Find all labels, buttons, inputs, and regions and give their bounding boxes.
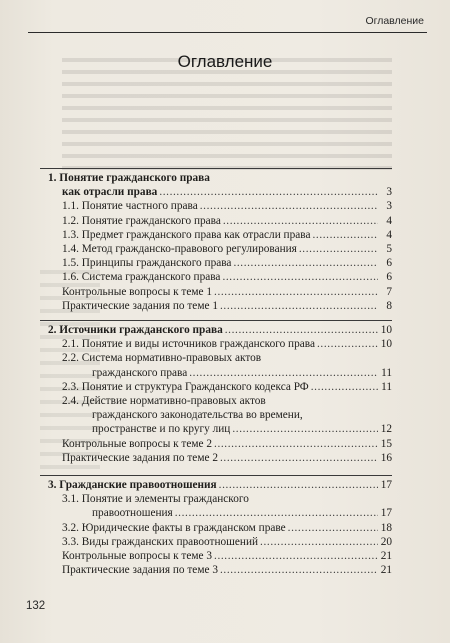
- toc-entry: [40, 451, 392, 465]
- toc-entry-page: 3: [386, 200, 392, 213]
- toc-entry-text: 3. Гражданские правоотношения: [48, 479, 217, 491]
- toc-entry-text: гражданского права: [92, 366, 188, 379]
- toc-entry: [40, 563, 392, 577]
- toc-entry: [40, 285, 392, 299]
- toc-entry-page: 11: [381, 366, 392, 379]
- toc-entry: [40, 337, 392, 351]
- toc-entry-text: 1.3. Предмет гражданского права как отрасли права: [62, 228, 311, 241]
- toc-entry: [40, 535, 392, 549]
- toc-entry: [40, 242, 392, 256]
- toc-entry: [40, 256, 392, 270]
- toc-entry-text: Практические задания по теме 1: [62, 299, 218, 312]
- toc-entry: [40, 380, 392, 394]
- toc-entry-text: Контрольные вопросы к теме 3: [62, 550, 213, 563]
- toc-entry-page: 3: [386, 186, 392, 199]
- toc-entry: [40, 492, 392, 506]
- toc-entry-text: 2.3. Понятие и структура Гражданского кодекса РФ: [62, 380, 309, 393]
- running-head: Оглавление: [365, 15, 424, 27]
- toc-entry-text: 3.2. Юридические факты в гражданском праве: [62, 521, 286, 534]
- toc-entry-text: правоотношения: [92, 507, 173, 520]
- toc-entry-text: Практические задания по теме 3: [62, 564, 218, 577]
- toc-entry: [40, 199, 392, 213]
- toc-entry: [40, 214, 392, 228]
- toc-entry: [40, 521, 392, 535]
- page-number: 132: [26, 600, 46, 612]
- header-rule: [28, 32, 427, 33]
- toc-entry: [40, 270, 392, 284]
- toc-entry-page: 15: [380, 437, 392, 450]
- toc-entry-text: 2. Источники гражданского права: [48, 324, 223, 336]
- toc-entry-page: 17: [380, 479, 392, 491]
- toc-entry-text: гражданского законодательства во времени,: [92, 409, 303, 422]
- toc-entry: [40, 549, 392, 563]
- toc-entry-text: 1.5. Принципы гражданского права: [62, 257, 232, 270]
- toc-entry-page: 7: [386, 285, 392, 298]
- toc-entry: [40, 506, 392, 520]
- toc-entry-text: 2.1. Понятие и виды источников гражданского права: [62, 338, 315, 351]
- toc-entry-page: 4: [386, 214, 392, 227]
- toc-entry-text: 3.3. Виды гражданских правоотношений: [62, 535, 259, 548]
- toc-entry-page: 11: [381, 380, 392, 393]
- toc-entry-text: 1.6. Система гражданского права: [62, 271, 221, 284]
- toc-entry-page: 16: [380, 451, 392, 464]
- toc-entry-text: Контрольные вопросы к теме 2: [62, 437, 213, 450]
- toc-entry-page: 21: [380, 550, 392, 563]
- toc-entry-text: пространстве и по кругу лиц: [92, 423, 231, 436]
- toc-entry: [40, 422, 392, 436]
- toc-entry: [40, 437, 392, 451]
- toc-entry: [40, 351, 392, 365]
- toc-entry: [40, 366, 392, 380]
- toc-entry-page: 10: [380, 338, 392, 351]
- toc-entry: [40, 408, 392, 422]
- toc-entry: [40, 323, 392, 337]
- toc-entry-page: 17: [380, 507, 392, 520]
- show-through-text: [62, 58, 392, 178]
- toc-entry: [40, 228, 392, 242]
- toc-entry-text: 1. Понятие гражданского права: [48, 172, 210, 184]
- toc-entry-text: 3.1. Понятие и элементы гражданского: [62, 493, 249, 506]
- page-title: Оглавление: [177, 52, 273, 71]
- toc-entry-page: 10: [380, 324, 392, 336]
- toc-section-2: [40, 320, 392, 465]
- toc-entry: [40, 171, 392, 185]
- toc-entry-text: 1.1. Понятие частного права: [62, 200, 198, 213]
- toc-entry-page: 12: [380, 423, 392, 436]
- toc-entry: [40, 185, 392, 199]
- toc-entry-text: 1.2. Понятие гражданского права: [62, 214, 221, 227]
- toc-entry-text: Практические задания по теме 2: [62, 451, 218, 464]
- toc-entry: [40, 299, 392, 313]
- toc-entry: [40, 394, 392, 408]
- toc-entry-page: 20: [380, 535, 392, 548]
- toc-entry-page: 4: [386, 228, 392, 241]
- toc-entry-page: 6: [386, 271, 392, 284]
- toc-entry-text: 2.4. Действие нормативно-правовых актов: [62, 395, 266, 408]
- toc-entry-text: Контрольные вопросы к теме 1: [62, 285, 213, 298]
- toc-entry-text: 2.2. Система нормативно-правовых актов: [62, 352, 262, 365]
- toc-entry-page: 8: [386, 299, 392, 312]
- toc-entry: [40, 478, 392, 492]
- toc-entry-page: 21: [380, 564, 392, 577]
- toc-entry-text: 1.4. Метод гражданско-правового регулирования: [62, 243, 297, 256]
- toc-entry-page: 18: [380, 521, 392, 534]
- toc-entry-page: 5: [386, 243, 392, 256]
- toc-section-3: [40, 475, 392, 577]
- toc-entry-page: 6: [386, 257, 392, 270]
- toc-section-1: [40, 168, 392, 313]
- toc-entry-text: как отрасли права: [62, 186, 158, 199]
